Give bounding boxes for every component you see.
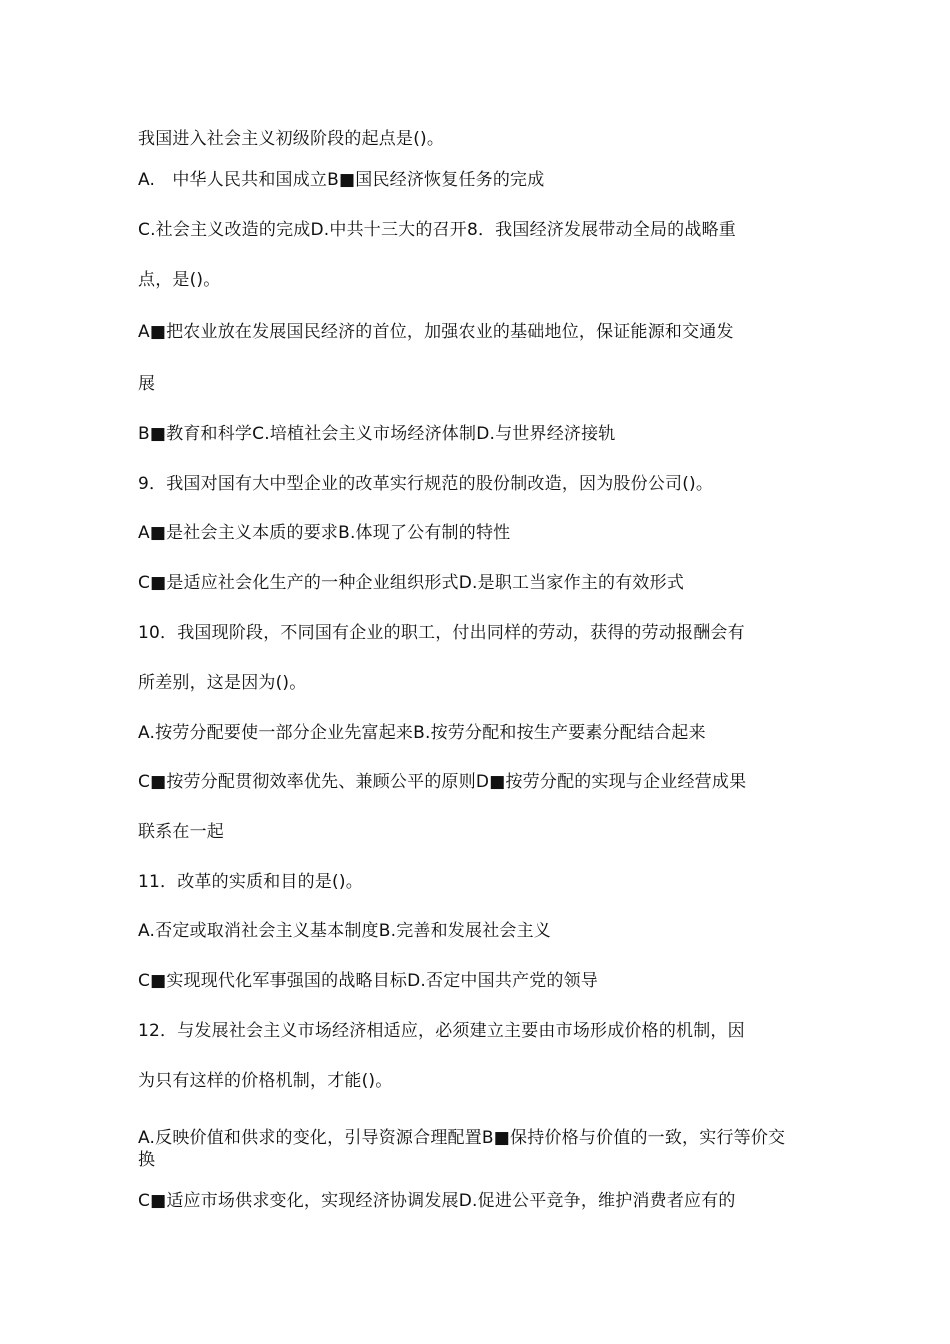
- text-line: C■按劳分配贯彻效率优先、兼顾公平的原则D■按劳分配的实现与企业经营成果: [138, 772, 747, 792]
- text-line: 12．与发展社会主义市场经济相适应，必须建立主要由市场形成价格的机制，因: [138, 1021, 745, 1041]
- text-line: C■实现现代化军事强国的战略目标D.否定中国共产党的领导: [138, 971, 599, 991]
- text-line: A.按劳分配要使一部分企业先富起来B.按劳分配和按生产要素分配结合起来: [138, 723, 706, 743]
- text-line: A■是社会主义本质的要求B.体现了公有制的特性: [138, 523, 511, 543]
- text-line: C.社会主义改造的完成D.中共十三大的召开8．我国经济发展带动全局的战略重: [138, 220, 736, 240]
- text-line: 展: [138, 374, 156, 394]
- text-line: A.反映价值和供求的变化，引导资源合理配置B■保持价格与价值的一致，实行等价交换: [138, 1128, 786, 1170]
- text-line: 11．改革的实质和目的是()。: [138, 872, 363, 892]
- text-line: B■教育和科学C.培植社会主义市场经济体制D.与世界经济接轨: [138, 424, 616, 444]
- text-line: 9．我国对国有大中型企业的改革实行规范的股份制改造，因为股份公司()。: [138, 474, 714, 494]
- text-line: A■把农业放在发展国民经济的首位，加强农业的基础地位，保证能源和交通发: [138, 322, 734, 342]
- text-line: C■是适应社会化生产的一种企业组织形式D.是职工当家作主的有效形式: [138, 573, 685, 593]
- text-line: 我国进入社会主义初级阶段的起点是()。: [138, 129, 445, 149]
- text-line: C■适应市场供求变化，实现经济协调发展D.促进公平竞争，维护消费者应有的: [138, 1191, 736, 1211]
- text-line: A.否定或取消社会主义基本制度B.完善和发展社会主义: [138, 921, 551, 941]
- text-line: A. 中华人民共和国成立B■国民经济恢复任务的完成: [138, 170, 545, 190]
- text-line: 联系在一起: [138, 822, 224, 842]
- text-line: 为只有这样的价格机制，才能()。: [138, 1071, 393, 1091]
- text-line: 所差别，这是因为()。: [138, 673, 307, 693]
- text-line: 点，是()。: [138, 270, 221, 290]
- text-line: 10．我国现阶段，不同国有企业的职工，付出同样的劳动，获得的劳动报酬会有: [138, 623, 745, 643]
